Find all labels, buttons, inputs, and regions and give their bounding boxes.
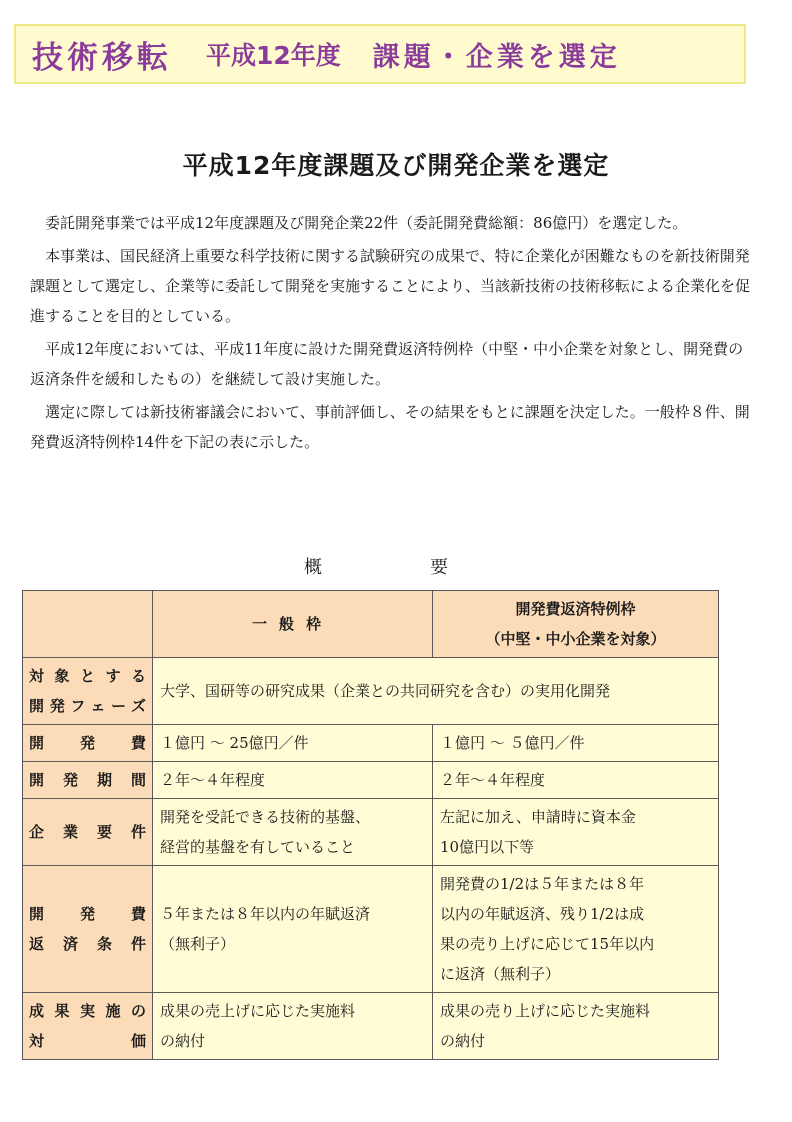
table-row-requirements <box>23 799 719 866</box>
fee-general-line2: の納付 <box>160 1032 206 1050</box>
repayment-special-line3: 果の売り上げに応じて15年以内 <box>440 935 655 953</box>
requirements-special-line2: 10億円以下等 <box>440 838 535 856</box>
header-special <box>433 591 719 658</box>
row-label-fee <box>23 993 153 1060</box>
table-row-period <box>23 762 719 799</box>
table-row-fee <box>23 993 719 1060</box>
header-special-line1: 開発費返済特例枠 <box>515 600 636 618</box>
repayment-general-line1: ５年または８年以内の年賦返済 <box>160 905 371 923</box>
header-general-label: 一般枠 <box>251 615 333 633</box>
banner-year: 平成12年度 <box>206 41 341 70</box>
table-caption <box>0 553 752 579</box>
table-header-row <box>23 591 719 658</box>
paragraph: 本事業は、国民経済上重要な科学技術に関する試験研究の成果で、特に企業化が困難なものを新技術開発課題として選定し、企業等に委託して開発を実施することにより、当該新技術の技術移転による企業化を促進することを目的としている。 <box>30 247 751 325</box>
header-special-line2: （中堅・中小企業を対象） <box>485 630 666 648</box>
period-general: ２年～４年程度 <box>153 762 433 799</box>
repayment-general-line2: （無利子） <box>160 935 236 953</box>
summary-table <box>22 590 719 1060</box>
row-label-requirements: 企業要件 <box>23 799 153 866</box>
requirements-general-line2: 経営的基盤を有していること <box>160 838 356 856</box>
fee-general <box>153 993 433 1060</box>
cost-general: １億円 ～ 25億円／件 <box>153 725 433 762</box>
row-label-phase-line1: 対象とする <box>29 667 146 685</box>
table-caption-part2: 要 <box>430 557 448 578</box>
cost-special: １億円 ～ ５億円／件 <box>433 725 719 762</box>
article-body <box>30 208 750 460</box>
row-label-cost: 開発費 <box>23 725 153 762</box>
row-label-phase-line2: 開発フェーズ <box>29 697 146 715</box>
requirements-special-line1: 左記に加え、申請時に資本金 <box>440 808 636 826</box>
repayment-special-line4: に返済（無利子） <box>440 965 561 983</box>
requirements-special <box>433 799 719 866</box>
table-row-repayment <box>23 866 719 993</box>
article-headline: 平成12年度課題及び開発企業を選定 <box>182 151 610 180</box>
paragraph: 委託開発事業では平成12年度課題及び開発企業22件（委託開発費総額：86億円）を選定した。 <box>45 214 688 232</box>
fee-special-line2: の納付 <box>440 1032 486 1050</box>
repayment-general <box>153 866 433 993</box>
paragraph: 選定に際しては新技術審議会において、事前評価し、その結果をもとに課題を決定した。一般枠８件、開発費返済特例枠14件を下記の表に示した。 <box>30 403 750 451</box>
repayment-special <box>433 866 719 993</box>
header-general <box>153 591 433 658</box>
requirements-general <box>153 799 433 866</box>
row-label-fee-line1: 成果実施の <box>29 1002 146 1020</box>
table-caption-part1: 概 <box>304 557 322 578</box>
row-label-repayment-line1: 開発費 <box>29 905 146 923</box>
repayment-special-line1: 開発費の1/2は５年または８年 <box>440 875 645 893</box>
paragraph: 平成12年度においては、平成11年度に設けた開発費返済特例枠（中堅・中小企業を対象とし、開発費の返済条件を緩和したもの）を継続して設け実施した。 <box>30 340 744 388</box>
title-banner <box>14 24 746 84</box>
table-row-cost <box>23 725 719 762</box>
banner-topic: 課題・企業を選定 <box>372 41 621 73</box>
requirements-general-line1: 開発を受託できる技術的基盤、 <box>160 808 371 826</box>
row-label-repayment <box>23 866 153 993</box>
phase-value: 大学、国研等の研究成果（企業との共同研究を含む）の実用化開発 <box>153 658 719 725</box>
row-label-fee-line2: 対価 <box>29 1032 146 1050</box>
banner-main-title: 技術移転 <box>32 39 172 76</box>
table-row-phase <box>23 658 719 725</box>
fee-general-line1: 成果の売上げに応じた実施料 <box>160 1002 356 1020</box>
repayment-special-line2: 以内の年賦返済、残り1/2は成 <box>440 905 645 923</box>
fee-special <box>433 993 719 1060</box>
period-special: ２年～４年程度 <box>433 762 719 799</box>
row-label-repayment-line2: 返済条件 <box>29 935 146 953</box>
row-label-phase <box>23 658 153 725</box>
fee-special-line1: 成果の売り上げに応じた実施料 <box>440 1002 651 1020</box>
row-label-period: 開発期間 <box>23 762 153 799</box>
header-empty-cell <box>23 591 153 658</box>
